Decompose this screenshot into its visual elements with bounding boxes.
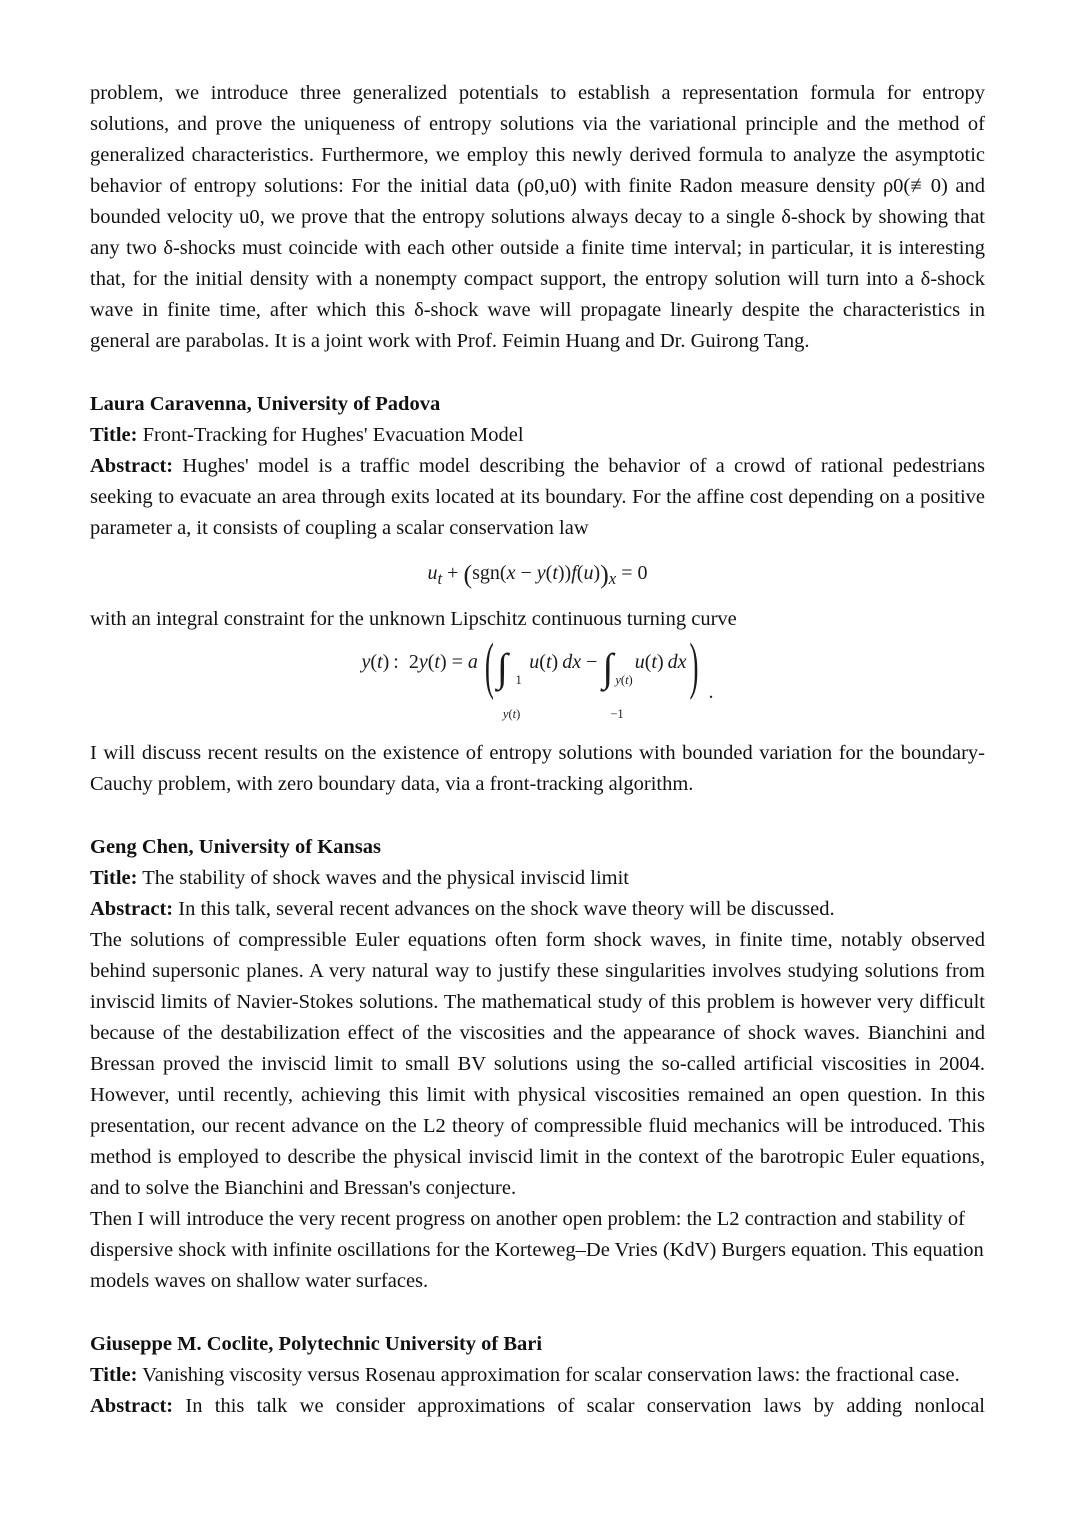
talk-title-text: The stability of shock waves and the physical inviscid limit	[142, 867, 630, 889]
talk-title-text: Front-Tracking for Hughes' Evacuation Model	[142, 424, 524, 446]
continuation-paragraph: problem, we introduce three generalized potentials to establish a representation formula for entropy solutions, and prove the uniqueness of entropy solutions via the variational principle and the method of generalized characteristics. Furthermore, we employ this newly derived formula to analyze the asymptotic behavior of entropy solutions: For the initial data (ρ0,u0) with finite Radon measure density ρ0(≢0) and bounded velocity u0, we prove that the entropy solutions always decay to a single δ-shock by showing that any two δ-shocks must coincide with each other outside a finite time interval; in particular, it is interesting that, for the initial density with a nonempty compact support, the entropy solution will turn into a δ-shock wave in finite time, after which this δ-shock wave will propagate linearly despite the characteristics in general are parabolas. It is a joint work with Prof. Feimin Huang and Dr. Guirong Tang.	[90, 82, 985, 352]
speaker-heading-caravenna: Laura Caravenna, University of Padova	[90, 393, 441, 415]
talk-section-coclite	[90, 1329, 985, 1422]
speaker-heading-chen: Geng Chen, University of Kansas	[90, 836, 382, 858]
talk-title-paragraph	[90, 1360, 985, 1391]
abstract-intro-text: Hughes' model is a traffic model describing the behavior of a crowd of rational pedestrians seeking to evacuate an area through exits located at its boundary. For the affine cost depending on a positive parameter a, it consists of coupling a scalar conservation law	[90, 455, 986, 539]
abstract-label: Abstract:	[90, 455, 174, 477]
abstract-label: Abstract:	[90, 1395, 174, 1417]
equation-conservation-law: $u_t + (sgn(x - y(t))f(u))_x = 0$	[427, 560, 648, 589]
talk-section-chen	[90, 832, 985, 1297]
abstract-first-line	[90, 894, 985, 925]
title-label: Title:	[90, 1364, 138, 1386]
talk-section-caravenna	[90, 389, 985, 800]
title-label: Title:	[90, 867, 138, 889]
title-label: Title:	[90, 424, 138, 446]
abstract-intro-paragraph	[90, 451, 985, 544]
speaker-heading-coclite: Giuseppe M. Coclite, Polytechnic University of Bari	[90, 1333, 543, 1355]
abstract-first-line-text: In this talk we consider approximations of scalar conservation laws by adding nonlocal	[185, 1395, 986, 1417]
abstract-second-paragraph: Then I will introduce the very recent progress on another open problem: the L2 contraction and stability of dispersive shock with infinite oscillations for the Korteweg–De Vries (KdV) Burgers equation. This equation models waves on shallow water surfaces.	[90, 1208, 984, 1292]
between-equations-text: with an integral constraint for the unknown Lipschitz continuous turning curve	[90, 608, 737, 630]
abstract-main-paragraph: The solutions of compressible Euler equations often form shock waves, in finite time, notably observed behind supersonic planes. A very natural way to justify these singularities involves studying solutions from inviscid limits of Navier-Stokes solutions. The mathematical study of this problem is however very difficult because of the destabilization effect of the viscosities and the appearance of shock waves. Bianchini and Bressan proved the inviscid limit to small BV solutions using the so-called artificial viscosities in 2004. However, until recently, achieving this limit with physical viscosities remained an open question. In this presentation, our recent advance on the L2 theory of compressible fluid mechanics will be introduced. This method is employed to describe the physical inviscid limit in the context of the barotropic Euler equations, and to solve the Bianchini and Bressan's conjecture.	[90, 929, 985, 1199]
equation-turning-curve: y(t) : 2y(t) = a (∫ 1 y(t) u(t) dx − ∫ y(t) −1 u(t) dx ) .	[361, 630, 714, 721]
closing-paragraph: I will discuss recent results on the existence of entropy solutions with bounded variation for the boundary-Cauchy problem, with zero boundary data, via a front-tracking algorithm.	[90, 742, 985, 795]
abstract-first-line-text: In this talk, several recent advances on the shock wave theory will be discussed.	[178, 898, 835, 920]
abstract-label: Abstract:	[90, 898, 174, 920]
talk-title-line	[90, 420, 985, 451]
abstract-first-line	[90, 1391, 985, 1422]
talk-title-text: Vanishing viscosity versus Rosenau approximation for scalar conservation laws: the fractional case.	[142, 1364, 960, 1386]
talk-title-line	[90, 863, 985, 894]
